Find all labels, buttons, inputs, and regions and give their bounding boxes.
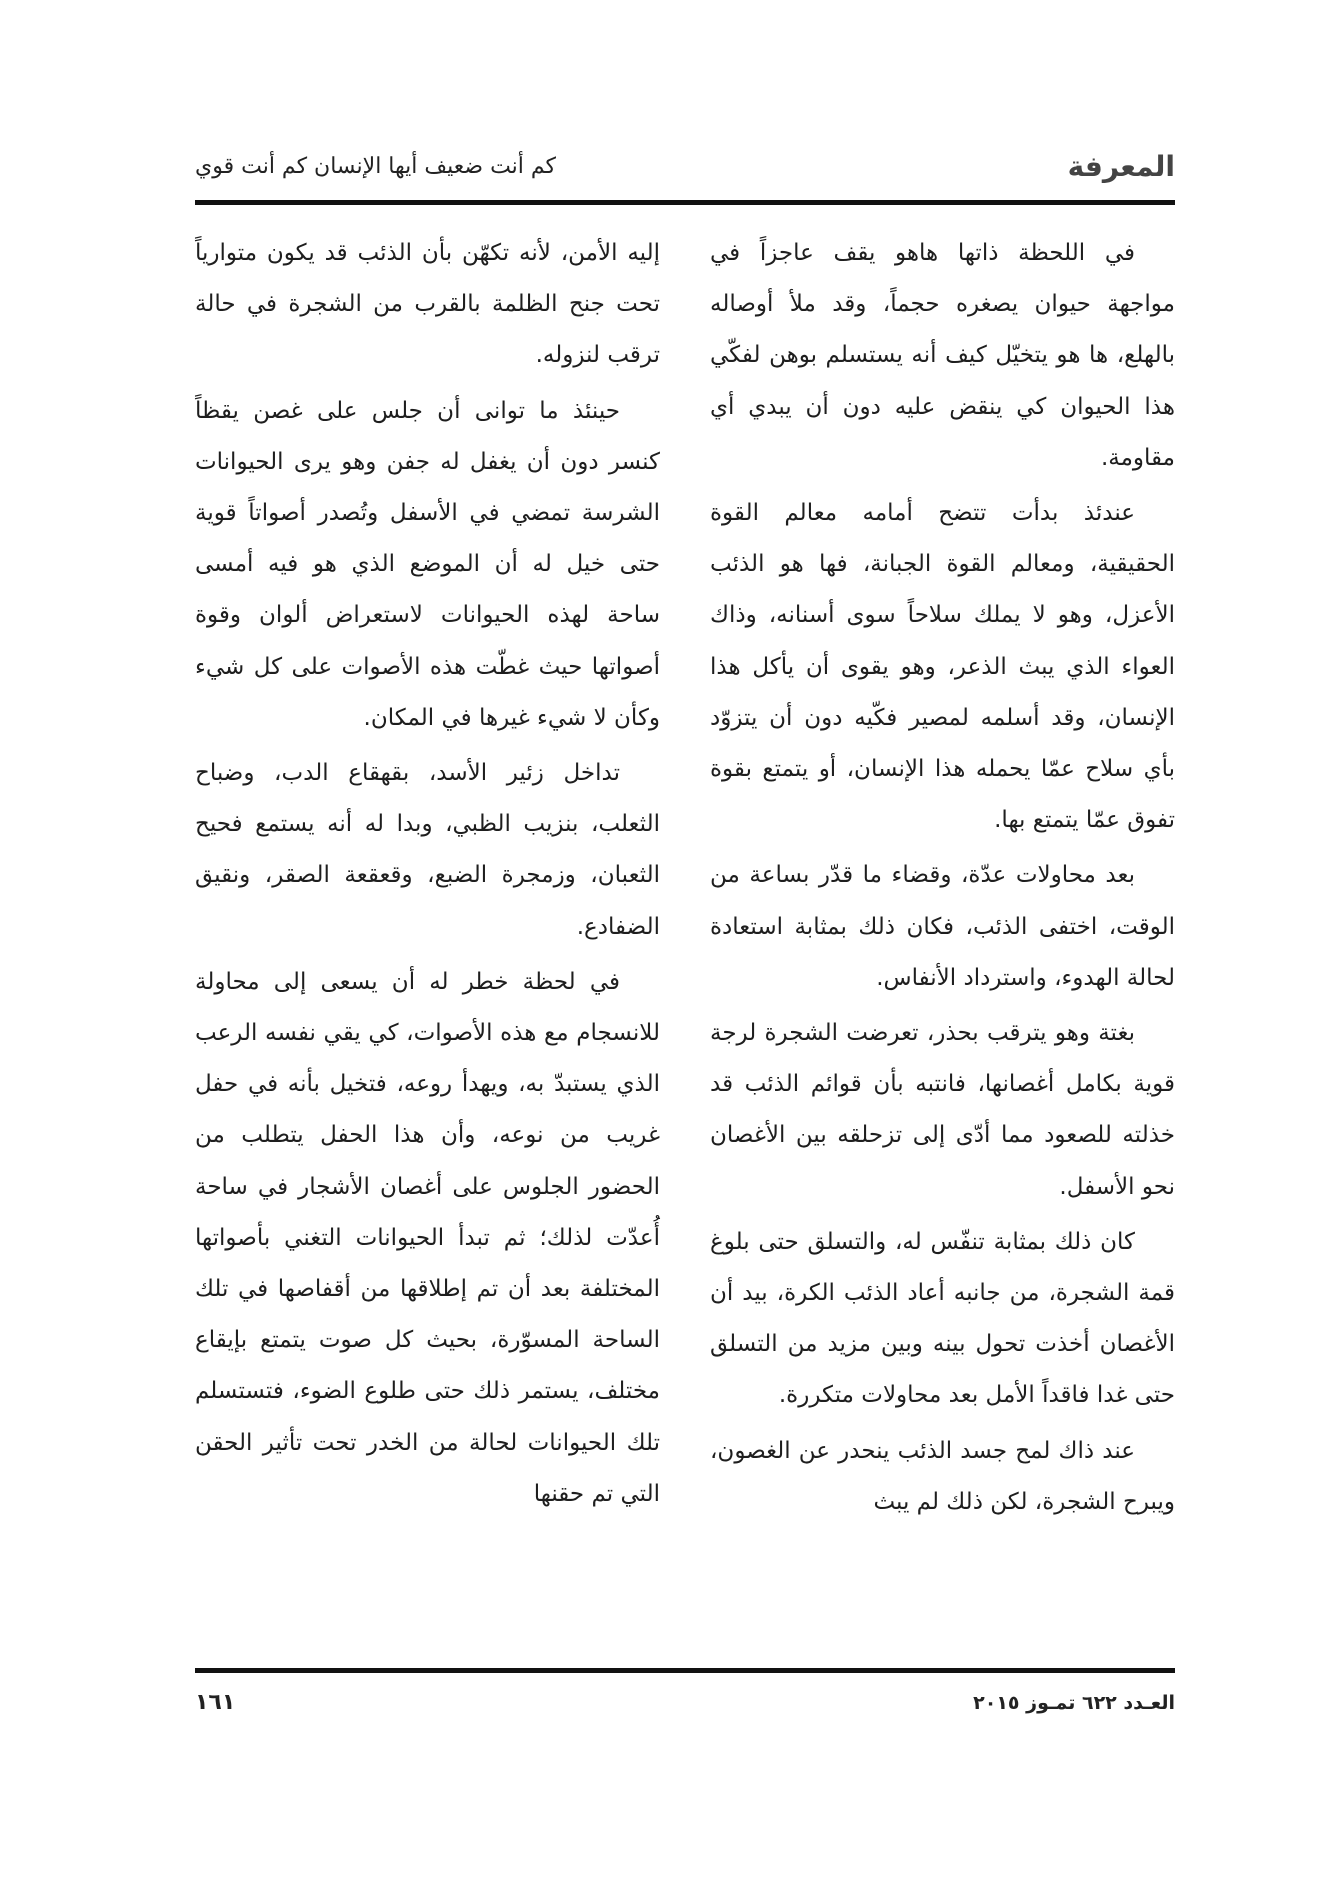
right-column xyxy=(710,228,1175,1648)
page-header xyxy=(195,148,1175,198)
running-title: كم أنت ضعيف أيها الإنسان كم أنت قوي xyxy=(195,154,557,179)
magazine-logo: المعرفة xyxy=(1067,150,1175,183)
footer-rule xyxy=(195,1668,1175,1673)
paragraph: كان ذلك بمثابة تنفّس له، والتسلق حتى بلوغ قمة الشجرة، من جانبه أعاد الذئب الكرة، بيد أن الأغصان أخذت تحول بينه وبين مزيد من التسلق حتى غدا فاقداً الأمل بعد محاولات متكررة. xyxy=(710,1228,1175,1409)
paragraph: بعد محاولات عدّة، وقضاء ما قدّر بساعة من الوقت، اختفى الذئب، فكان ذلك بمثابة استعادة لحالة الهدوء، واسترداد الأنفاس. xyxy=(710,862,1175,991)
paragraph: بغتة وهو يترقب بحذر، تعرضت الشجرة لرجة قوية بكامل أغصانها، فانتبه بأن قوائم الذئب قد خذلته للصعود مما أدّى إلى تزحلقه بين الأغصان نحو الأسفل. xyxy=(710,1020,1175,1200)
paragraph: حينئذ ما توانى أن جلس على غصن يقظاً كنسر دون أن يغفل له جفن وهو يرى الحيوانات الشرسة تمضي في الأسفل وتُصدر أصواتاً قوية حتى خيل له أن الموضع الذي هو فيه أمسى ساحة لهذه الحيوانات لاستعراض ألوان وقوة أصواتها حيث غطّت هذه الأصوات على كل شيء وكأن لا شيء غيرها في المكان. xyxy=(195,397,660,731)
paragraph: تداخل زئير الأسد، بقهقاع الدب، وضباح الثعلب، بنزيب الظبي، وبدا له أنه يستمع فحيح الثعبان، وزمجرة الضبع، وقعقعة الصقر، ونقيق الضفادع. xyxy=(195,760,660,940)
issue-info: العـدد ٦٢٢ تمـوز ٢٠١٥ xyxy=(973,1692,1175,1714)
paragraph: في لحظة خطر له أن يسعى إلى محاولة للانسجام مع هذه الأصوات، كي يقي نفسه الرعب الذي يستبدّ به، ويهدأ روعه، فتخيل بأنه في حفل غريب من نوعه، وأن هذا الحفل يتطلب من الحضور الجلوس على أغصان الأشجار في ساحة أُعدّت لذلك؛ ثم تبدأ الحيوانات التغني بأصواتها المختلفة بعد أن تم إطلاقها من أقفاصها في تلك الساحة المسوّرة، بحيث كل صوت يتمتع بإيقاع مختلف، يستمر ذلك حتى طلوع الضوء، فتستسلم تلك الحيوانات لحالة من الخدر تحت تأثير الحقن التي تم حقنها xyxy=(195,968,660,1507)
paragraph: عندئذ بدأت تتضح أمامه معالم القوة الحقيقية، ومعالم القوة الجبانة، فها هو الذئب الأعزل، وهو لا يملك سلاحاً سوى أسنانه، وذاك العواء الذي يبث الذعر، وهو يقوى أن يأكل هذا الإنسان، وقد أسلمه لمصير فكّيه دون أن يتزوّد بأي سلاح عمّا يحمله هذا الإنسان، أو يتمتع بقوة تفوق عمّا يتمتع بها. xyxy=(710,500,1175,834)
paragraph: عند ذاك لمح جسد الذئب ينحدر عن الغصون، ويبرح الشجرة، لكن ذلك لم يبث xyxy=(710,1437,1175,1515)
left-column xyxy=(195,228,660,1648)
paragraph: في اللحظة ذاتها هاهو يقف عاجزاً في مواجهة حيوان يصغره حجماً، وقد ملأ أوصاله بالهلع، ها هو يتخيّل كيف أنه يستسلم بوهن لفكّي هذا الحيوان كي ينقض عليه دون أن يبدي أي مقاومة. xyxy=(710,240,1175,471)
page-number: ١٦١ xyxy=(195,1690,236,1715)
header-rule xyxy=(195,200,1175,205)
paragraph: إليه الأمن، لأنه تكهّن بأن الذئب قد يكون متوارياً تحت جنح الظلمة بالقرب من الشجرة في حالة ترقب لنزوله. xyxy=(195,240,660,369)
